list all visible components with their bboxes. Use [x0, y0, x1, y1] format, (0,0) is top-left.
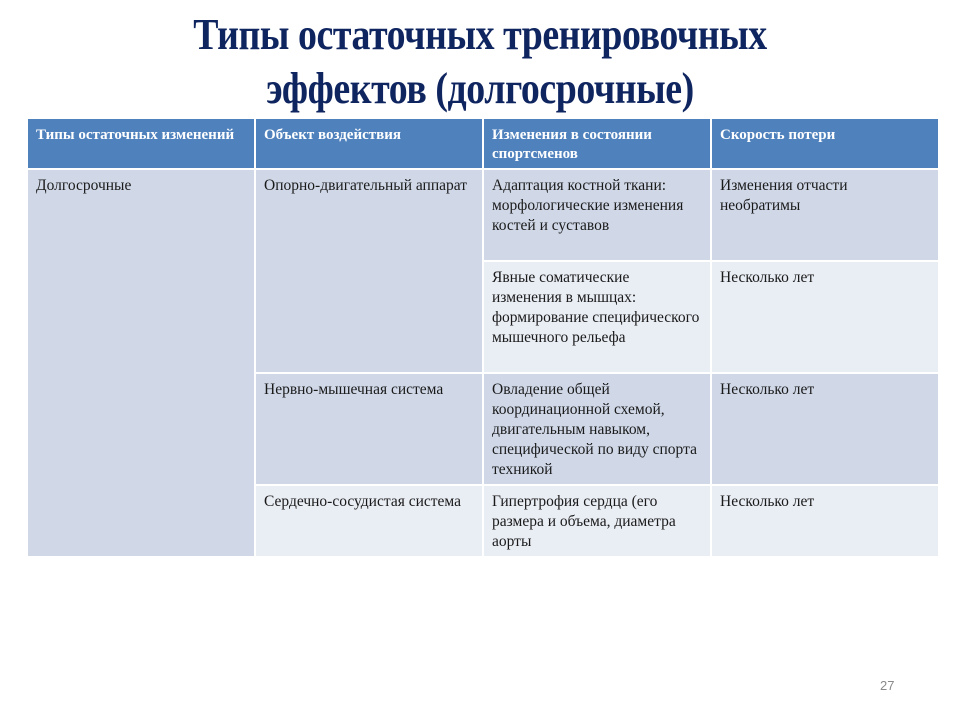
- page-number: 27: [880, 678, 895, 693]
- object-cell: Опорно-двигательный аппарат: [256, 170, 482, 372]
- speed-cell: Несколько лет: [712, 486, 938, 556]
- header-change: Изменения в состоянии спортсменов: [484, 119, 710, 168]
- slide-title: [67, 8, 893, 116]
- table-header-row: [28, 119, 938, 168]
- title-line-2: эффектов (долгосрочные): [266, 64, 694, 113]
- effects-table: [26, 117, 940, 558]
- header-object: Объект воздействия: [256, 119, 482, 168]
- speed-cell: Изменения отчасти необратимы: [712, 170, 938, 260]
- speed-cell: Несколько лет: [712, 374, 938, 484]
- speed-cell: Несколько лет: [712, 262, 938, 372]
- change-cell: Гипертрофия сердца (его размера и объема, диаметра аорты: [484, 486, 710, 556]
- type-cell: Долгосрочные: [28, 170, 254, 556]
- change-cell: Явные соматические изменения в мышцах: формирование специфического мышечного рельефа: [484, 262, 710, 372]
- table-row: [28, 170, 938, 260]
- change-cell: Адаптация костной ткани: морфологические изменения костей и суставов: [484, 170, 710, 260]
- header-type: Типы остаточных изменений: [28, 119, 254, 168]
- change-cell: Овладение общей координационной схемой, двигательным навыком, специфической по виду спорта техникой: [484, 374, 710, 484]
- header-speed: Скорость потери: [712, 119, 938, 168]
- title-line-1: Типы остаточных тренировочных: [193, 10, 767, 59]
- object-cell: Нервно-мышечная система: [256, 374, 482, 484]
- object-cell: Сердечно-сосудистая система: [256, 486, 482, 556]
